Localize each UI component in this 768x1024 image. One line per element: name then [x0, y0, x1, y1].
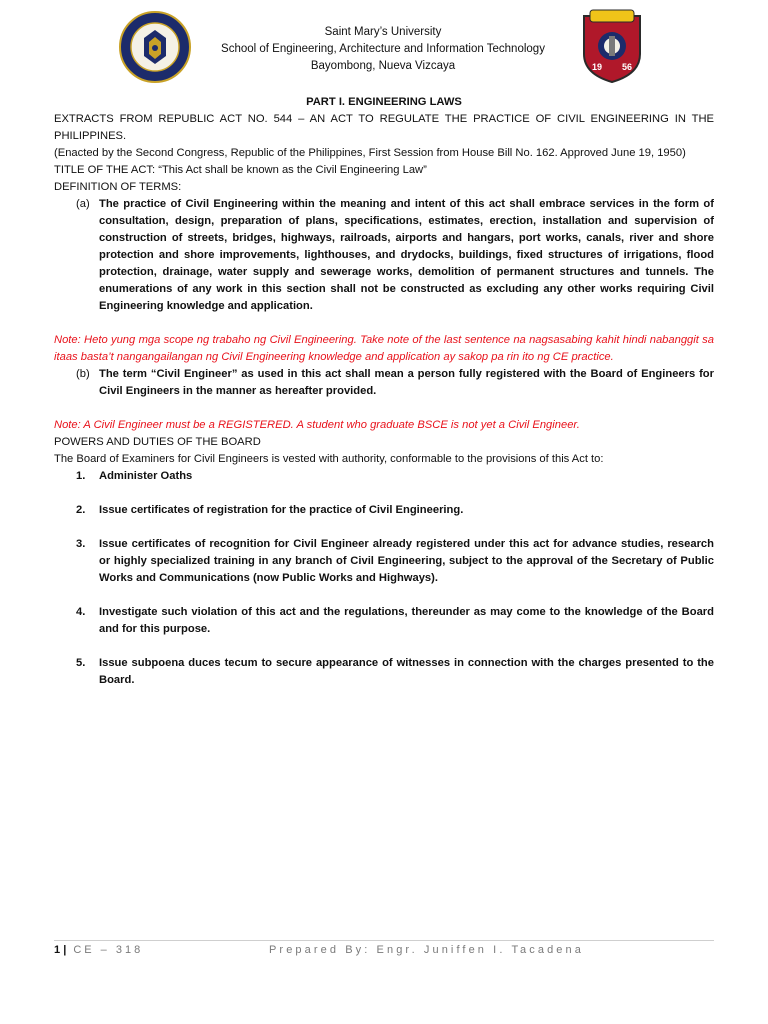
definition-a-marker: (a) [76, 198, 90, 210]
part-title: PART I. ENGINEERING LAWS [306, 96, 462, 108]
duty-marker: 3. [76, 538, 86, 550]
header-text-block [118, 24, 648, 75]
duty-item [54, 536, 714, 587]
definition-b-text: The term “Civil Engineer” as used in this act shall mean a person fully registered with the Board of Engineers for Civil Engineers in the manner as hereafter provided. [99, 368, 714, 397]
duty-text: Issue subpoena duces tecum to secure appearance of witnesses in connection with the charges presented to the Board. [99, 657, 714, 686]
document-body [54, 94, 714, 706]
title-of-act: TITLE OF THE ACT: “This Act shall be known as the Civil Engineering Law” [54, 164, 427, 176]
definition-b-marker: (b) [76, 368, 90, 380]
definition-a-text: The practice of Civil Engineering within the meaning and intent of this act shall embrace services in the form of consultation, design, preparation of plans, specifications, estimates, erection, installation and supervision of construction of streets, bridges, highways, railroads, airports and hangars, port works, canals, river and shore protection and shore improvements, lighthouses, and drydocks, buildings, fixed structures of irrigations, flood protection, drainage, water supply and sewerage works, demolition of permanent structures and tunnels. The enumerations of any work in this section shall not be constructed as excluding any other works requiring Civil Engineering knowledge and application. [99, 198, 714, 312]
logo-year-right: 56 [622, 62, 633, 72]
extracts-paragraph: EXTRACTS FROM REPUBLIC ACT NO. 544 – AN ACT TO REGULATE THE PRACTICE OF CIVIL ENGINEERING IN THE PHILIPPINES. [54, 113, 714, 142]
duty-text: Issue certificates of recognition for Civil Engineer already registered under this act for advance studies, research or highly specialized training in any branch of Civil Engineering, subject to the approval of the Secretary of Public Works and Communications (now Public Works and Highways). [99, 538, 714, 584]
duty-text: Issue certificates of registration for the practice of Civil Engineering. [99, 504, 464, 516]
board-intro: The Board of Examiners for Civil Engineers is vested with authority, conformable to the provisions of this Act to: [54, 453, 604, 465]
footer-separator: | [63, 944, 67, 956]
duty-text: Administer Oaths [99, 470, 193, 482]
duty-item [54, 468, 714, 485]
duty-marker: 1. [76, 470, 86, 482]
duty-item [54, 655, 714, 689]
prepared-by: Prepared By: Engr. Juniffen I. Tacadena [269, 944, 584, 956]
page-number: 1 [54, 944, 61, 956]
logo-year-left: 19 [592, 62, 603, 72]
university-name: Saint Mary’s University [324, 26, 442, 38]
duty-marker: 4. [76, 606, 86, 618]
enacted-paragraph: (Enacted by the Second Congress, Republic of the Philippines, First Session from House Bill No. 162. Approved June 19, 1950) [54, 147, 686, 159]
duty-item [54, 502, 714, 519]
definition-a [54, 196, 714, 315]
footer-divider [54, 940, 714, 941]
course-code: CE – 318 [73, 944, 144, 956]
note-registered: Note: A Civil Engineer must be a REGISTERED. A student who graduate BSCE is not yet a Civil Engineer. [54, 419, 580, 431]
duty-marker: 5. [76, 657, 86, 669]
definition-heading: DEFINITION OF TERMS: [54, 181, 182, 193]
note-scope: Note: Heto yung mga scope ng trabaho ng Civil Engineering. Take note of the last sentence na nagsasabing kahit hindi nabanggit sa itaas basta’t nangangailangan ng Civil Engineering knowledge and application ay sakop pa rin ito ng CE practice. [54, 334, 714, 363]
definition-b [54, 366, 714, 400]
school-location: Bayombong, Nueva Vizcaya [310, 60, 456, 72]
page-footer [54, 944, 714, 956]
powers-heading: POWERS AND DUTIES OF THE BOARD [54, 436, 261, 448]
duty-item [54, 604, 714, 638]
duty-text: Investigate such violation of this act and the regulations, thereunder as may come to the knowledge of the Board and for this purpose. [99, 606, 714, 635]
duty-marker: 2. [76, 504, 86, 516]
document-header [118, 8, 648, 88]
school-name: School of Engineering, Architecture and Information Technology [221, 43, 545, 55]
